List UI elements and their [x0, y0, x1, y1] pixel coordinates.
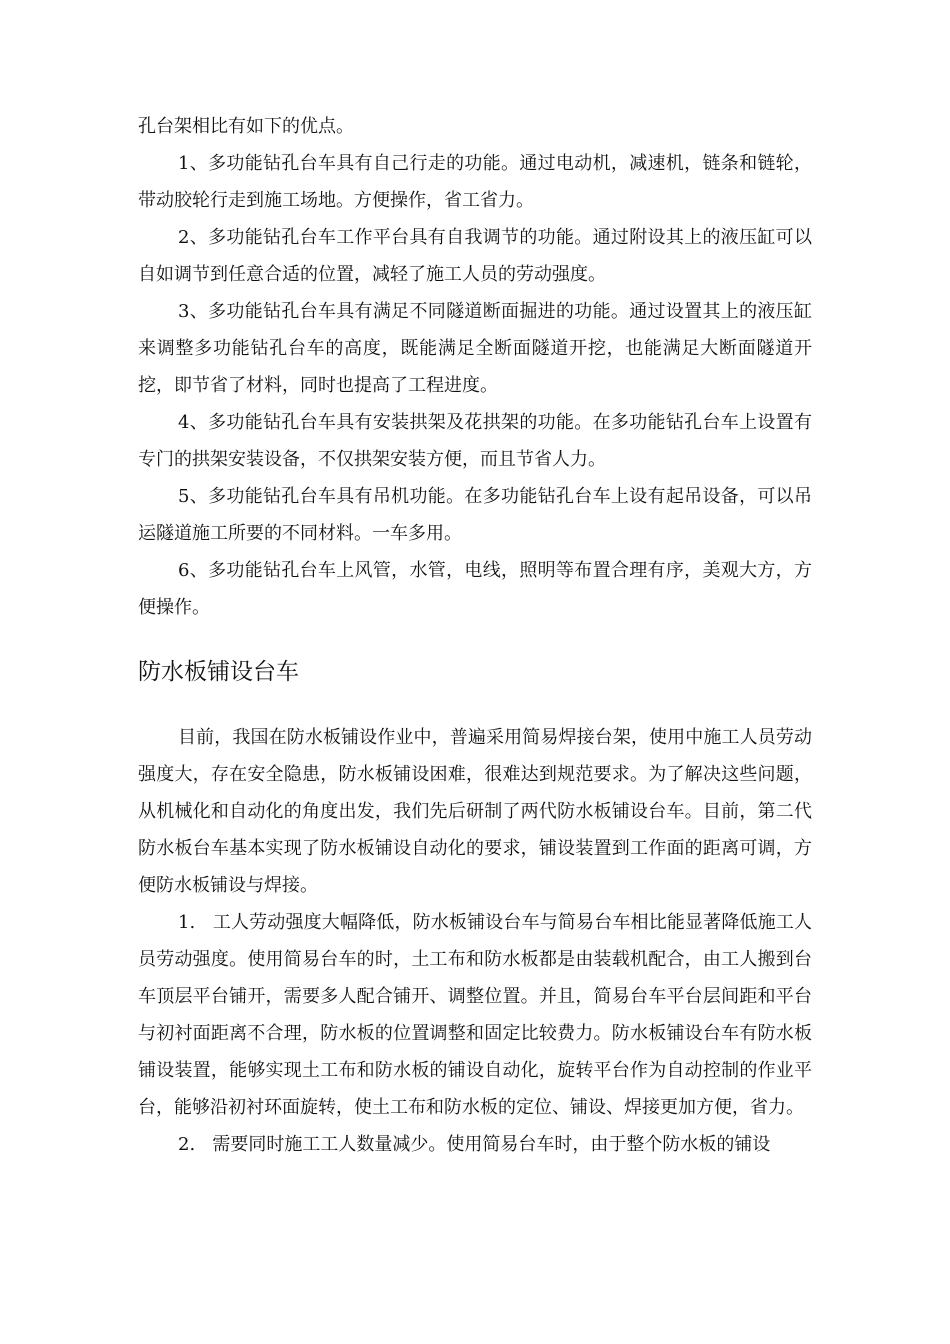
paragraph-continuation: 孔台架相比有如下的优点。 — [138, 116, 354, 137]
paragraph-point-1: 1. 工人劳动强度大幅降低，防水板铺设台车与简易台车相比能显著降低施工人员劳动强度。使用简易台车的时，土工布和防水板都是由装载机配合，由工人搬到台车顶层平台铺开，需要多人配合铺开、调整位置。并且，简易台车平台层间距和平台与初衬面距离不合理，防水板的位置调整和固定比较费力。防水板铺设台车有防水板铺设装置，能够实现土工布和防水板的铺设自动化，旋转平台作为自动控制的作业平台，能够沿初衬环面旋转，使土工布和防水板的定位、铺设、焊接更加方便，省力。 — [138, 912, 812, 1118]
paragraph-advantage-5: 5、多功能钻孔台车具有吊机功能。在多功能钻孔台车上设有起吊设备，可以吊运隧道施工所要的不同材料。一车多用。 — [138, 486, 812, 544]
paragraph-advantage-2: 2、多功能钻孔台车工作平台具有自我调节的功能。通过附设其上的液压缸可以自如调节到任意合适的位置，减轻了施工人员的劳动强度。 — [138, 227, 812, 285]
document-body — [138, 108, 812, 1163]
paragraph-advantage-1: 1、多功能钻孔台车具有自己行走的功能。通过电动机，减速机，链条和链轮，带动胶轮行走到施工场地。方便操作，省工省力。 — [138, 153, 812, 211]
paragraph-advantage-3: 3、多功能钻孔台车具有满足不同隧道断面掘进的功能。通过设置其上的液压缸来调整多功能钻孔台车的高度，既能满足全断面隧道开挖，也能满足大断面隧道开挖，即节省了材料，同时也提高了工程进度。 — [138, 301, 812, 396]
paragraph-advantage-4: 4、多功能钻孔台车具有安装拱架及花拱架的功能。在多功能钻孔台车上设置有专门的拱架安装设备，不仅拱架安装方便，而且节省人力。 — [138, 412, 812, 470]
paragraph-point-2: 2. 需要同时施工工人数量减少。使用简易台车时，由于整个防水板的铺设 — [178, 1134, 771, 1155]
paragraph-advantage-6: 6、多功能钻孔台车上风管，水管，电线，照明等布置合理有序，美观大方，方便操作。 — [138, 560, 812, 618]
section-heading: 防水板铺设台车 — [138, 659, 299, 685]
paragraph-intro: 目前，我国在防水板铺设作业中，普遍采用简易焊接台架，使用中施工人员劳动强度大，存在安全隐患，防水板铺设困难，很难达到规范要求。为了解决这些问题，从机械化和自动化的角度出发，我们先后研制了两代防水板铺设台车。目前，第二代防水板台车基本实现了防水板铺设自动化的要求，铺设装置到工作面的距离可调，方便防水板铺设与焊接。 — [138, 727, 812, 896]
